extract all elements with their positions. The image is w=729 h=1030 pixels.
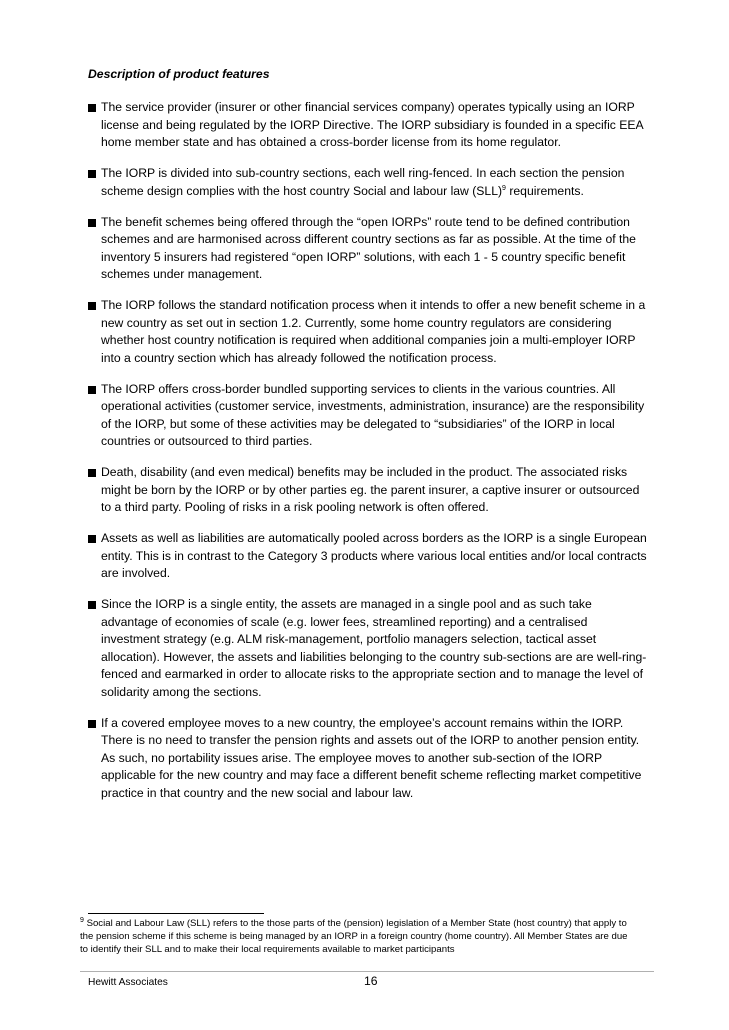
list-item [88, 715, 658, 803]
text-line: entity. This is in contrast to the Category 3 products where various local entities and/or local contracts [101, 548, 647, 563]
text-line: Death, disability (and even medical) benefits may be included in the product. The associated risks [101, 465, 628, 479]
text-line: If a covered employee moves to a new country, the employee’s account remains within the IORP. [101, 715, 624, 730]
text-line: are involved. [101, 566, 171, 580]
footnote-reference[interactable]: 9 [502, 184, 506, 192]
footnote-line [80, 917, 660, 930]
text-line: to a third party. Pooling of risks in a risk pooling network is often offered. [101, 500, 489, 514]
text-line: The IORP is divided into sub-country sections, each well ring-fenced. In each section the pension [101, 166, 625, 180]
text-line: home member state and has obtained a cross-border license from its home regulator. [101, 135, 561, 149]
text-line: fenced and earmarked in order to allocate risks to the appropriate section and to manage the level of [101, 667, 643, 681]
text-line: The benefit schemes being offered through the “open IORPs” route tend to be defined contribution [101, 214, 630, 229]
text-segment: scheme design complies with the host country Social and labour law (SLL) [101, 183, 503, 198]
footnote-number: 9 [80, 917, 84, 924]
square-bullet-icon [88, 104, 96, 112]
text-line: countries or outsourced to third parties. [101, 434, 313, 448]
square-bullet-icon [88, 170, 96, 178]
list-item [88, 297, 658, 367]
text-line: allocation). However, the assets and liabilities belonging to the country sub-sections are are well-ring- [101, 649, 647, 664]
text-line: Since the IORP is a single entity, the assets are managed in a single pool and as such take [101, 597, 592, 611]
text-line [101, 183, 658, 201]
text-line: solidarity among the sections. [101, 684, 262, 699]
footer-company-name: Hewitt Associates [88, 977, 168, 988]
text-line: Assets as well as liabilities are automatically pooled across borders as the IORP is a single European [101, 531, 647, 545]
text-line: of the IORP, but some of these activities may be delegated to “subsidiaries” of the IORP in local [101, 416, 615, 431]
text-line: practice in that country and the new social and labour law. [101, 785, 414, 800]
list-item [88, 596, 658, 701]
list-item [88, 214, 658, 284]
text-line: The IORP offers cross-border bundled supporting services to clients in the various countries. All [101, 381, 616, 396]
footer-divider [80, 971, 654, 972]
text-line: operational activities (customer service, investments, administration, insurance) are the responsibility [101, 399, 645, 413]
square-bullet-icon [88, 469, 96, 477]
text-line: applicable for the new country and may face a different benefit scheme reflecting market competitive [101, 768, 642, 782]
text-line: might be born by the IORP or by other parties eg. the parent insurer, a captive insurer or outsourced [101, 482, 640, 497]
list-item [88, 381, 658, 451]
footnote-line: the pension scheme if this scheme is being managed by an IORP in a foreign country (home country). All Member States are due [80, 931, 628, 943]
square-bullet-icon [88, 601, 96, 609]
footnote [80, 917, 660, 957]
square-bullet-icon [88, 386, 96, 394]
list-item [88, 464, 658, 517]
text-line: schemes and are harmonised across different country sections as far as possible. At the time of the [101, 232, 636, 246]
feature-list [88, 99, 658, 816]
text-line: As such, no portability issues arise. The employee moves to another sub-section of the IORP [101, 750, 603, 765]
list-item [88, 530, 658, 583]
section-heading: Description of product features [88, 67, 270, 81]
text-line: advantage of economies of scale (e.g. lower fees, streamlined reporting) and a centralised [101, 614, 588, 629]
text-segment: Social and Labour Law (SLL) refers to the those parts of the (pension) legislation of a Member State (host country) that apply to [83, 918, 627, 929]
text-line: There is no need to transfer the pension rights and assets out of the IORP to another pension entity. [101, 733, 640, 747]
text-line: whether host country notification is required when additional companies join a multi-employer IORP [101, 333, 636, 347]
text-segment: requirements. [505, 183, 584, 198]
footnote-line: to identify their SLL and to make their local requirements available to market participants [80, 944, 455, 956]
page-number: 16 [364, 974, 378, 988]
list-item [88, 165, 658, 200]
text-line: new country as set out in section 1.2. Currently, some home country regulators are considering [101, 315, 612, 330]
text-line: The IORP follows the standard notification process when it intends to offer a new benefit scheme in a [101, 298, 646, 312]
text-line: license and being regulated by the IORP Directive. The IORP subsidiary is founded in a specific EEA [101, 117, 644, 132]
text-line: inventory 5 insurers had registered “open IORP” solutions, with each 1 - 5 country specific benefit [101, 249, 626, 264]
footnote-divider [88, 913, 264, 914]
text-line: into a country section which has already followed the notification process. [101, 350, 497, 365]
square-bullet-icon [88, 720, 96, 728]
square-bullet-icon [88, 535, 96, 543]
text-line: investment strategy (e.g. ALM risk-management, portfolio managers selection, tactical asset [101, 632, 597, 646]
square-bullet-icon [88, 302, 96, 310]
square-bullet-icon [88, 219, 96, 227]
text-line: schemes under management. [101, 267, 263, 281]
text-line: The service provider (insurer or other financial services company) operates typically using an IORP [101, 100, 635, 114]
list-item [88, 99, 658, 152]
